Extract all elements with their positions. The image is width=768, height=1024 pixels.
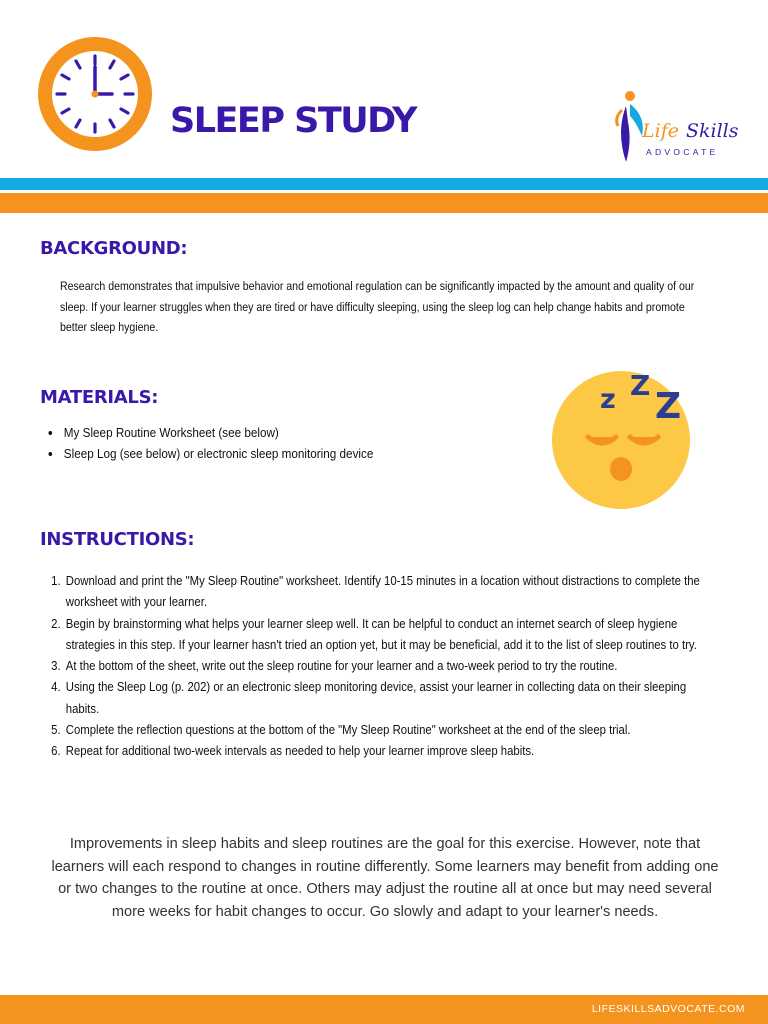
step-number: 4. (51, 679, 61, 695)
instruction-step (40, 570, 711, 613)
step-text: Begin by brainstorming what helps your learner sleep well. It can be helpful to conduct an internet search of sleep hygiene strategies in this step. If your learner hasn't tried an option yet, but it may be beneficial, add it to the list of sleep routines to try. (65, 615, 697, 652)
instruction-step (40, 719, 711, 740)
materials-item: • Sleep Log (see below) or electronic sleep monitoring device (62, 443, 373, 464)
closing-note: Improvements in sleep habits and sleep routines are the goal for this exercise. However, note that learners will each respond to changes in routine differently. Some learners may benefit from adding one or two changes to the routine at once. Others may adjust the routine all at once but may need several more weeks for habit changes to occur. Go slowly and adapt to your learner's needs. (51, 836, 719, 920)
step-number: 2. (51, 615, 61, 631)
instruction-step (40, 676, 711, 719)
instruction-step (40, 655, 711, 676)
step-number: 3. (51, 658, 61, 674)
footer-url-link[interactable]: LIFESKILLSADVOCATE.COM (591, 1003, 745, 1015)
instruction-step (40, 740, 711, 761)
instruction-step (40, 613, 711, 656)
background-paragraph (60, 276, 714, 338)
step-text: Using the Sleep Log (p. 202) or an electronic sleep monitoring device, assist your learner in collecting data on their sleeping habits. (65, 679, 687, 716)
life-skills-advocate-logo (612, 82, 744, 177)
zzz-medium: Z (630, 369, 651, 402)
step-number: 5. (51, 722, 61, 738)
footer-band (0, 995, 768, 1024)
step-number: 1. (51, 573, 61, 588)
svg-text:ADVOCATE: ADVOCATE (646, 147, 719, 157)
background-text: Research demonstrates that impulsive behavior and emotional regulation can be significantly impacted by the amount and quality of our sleep. If your learner struggles when they are tired or have difficulty sleeping, using the sleep log can help change habits and promote better sleep hygiene. (60, 279, 695, 334)
background-heading: BACKGROUND: (40, 238, 188, 259)
instructions-list (40, 570, 711, 762)
clock-icon (38, 37, 152, 151)
step-text: Complete the reflection questions at the bottom of the "My Sleep Routine" worksheet at the end of the sleep trial. (65, 722, 631, 738)
svg-text:Life: Life (642, 120, 679, 142)
step-text: At the bottom of the sheet, write out the sleep routine for your learner and a two-week period to try the routine. (65, 658, 618, 674)
header-orange-band (0, 193, 768, 213)
zzz-small: z (600, 384, 616, 415)
materials-heading: MATERIALS: (40, 387, 159, 408)
materials-item: • My Sleep Routine Worksheet (see below) (62, 422, 373, 443)
svg-text:Skills: Skills (686, 120, 739, 142)
step-number: 6. (51, 743, 61, 759)
page-title: SLEEP STUDY (170, 101, 417, 141)
zzz-large: Z (655, 386, 682, 427)
step-text: Repeat for additional two-week intervals as needed to help your learner improve sleep habits. (65, 743, 535, 759)
instructions-heading: INSTRUCTIONS: (40, 529, 195, 550)
sleeping-face-icon (552, 365, 692, 511)
header-blue-band (0, 178, 768, 190)
materials-list (44, 422, 373, 464)
step-text: Download and print the "My Sleep Routine" worksheet. Identify 10-15 minutes in a location without distractions to complete the worksheet with your learner. (65, 573, 700, 610)
